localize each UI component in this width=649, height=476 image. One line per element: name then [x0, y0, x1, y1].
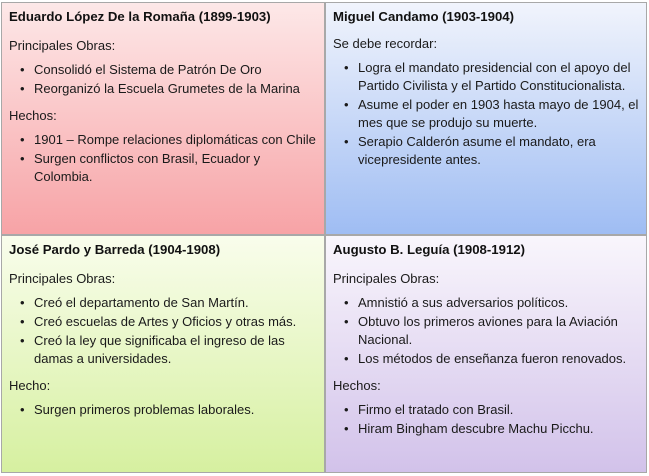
bullet-list	[326, 59, 646, 169]
list-item: • Surgen conflictos con Brasil, Ecuador y Colombia.	[2, 150, 324, 186]
list-item: • Firmo el tratado con Brasil.	[326, 401, 646, 419]
list-item: • 1901 – Rompe relaciones diplomáticas con Chile	[2, 131, 324, 149]
list-item: • Serapio Calderón asume el mandato, era vicepresidente antes.	[326, 133, 646, 169]
cell-title: José Pardo y Barreda (1904-1908)	[9, 242, 221, 257]
list-item: • Hiram Bingham descubre Machu Picchu.	[326, 420, 646, 438]
cell-title: Augusto B. Leguía (1908-1912)	[333, 242, 525, 257]
list-item: • Amnistió a sus adversarios políticos.	[326, 294, 646, 312]
bullet-list	[2, 61, 324, 98]
list-item: • Asume el poder en 1903 hasta mayo de 1904, el mes que se produjo su muerte.	[326, 96, 646, 132]
list-item: • Reorganizó la Escuela Grumetes de la Marina	[2, 80, 324, 98]
section-label: Hecho:	[9, 378, 51, 393]
list-item: • Creó la ley que significaba el ingreso de las damas a universidades.	[2, 332, 324, 368]
cell-title: Miguel Candamo (1903-1904)	[333, 9, 515, 24]
list-item: • Consolidó el Sistema de Patrón De Oro	[2, 61, 324, 79]
bullet-list	[2, 294, 324, 368]
bullet-list	[326, 401, 646, 438]
cell-pardo-y-barreda	[1, 235, 325, 473]
section-label: Principales Obras:	[9, 38, 116, 53]
list-item: • Creó escuelas de Artes y Oficios y otras más.	[2, 313, 324, 331]
section-label: Se debe recordar:	[333, 36, 438, 51]
cell-candamo	[325, 2, 647, 235]
section-label: Principales Obras:	[333, 271, 440, 286]
bullet-list	[2, 131, 324, 186]
section-label: Principales Obras:	[9, 271, 116, 286]
list-item: • Los métodos de enseñanza fueron renovados.	[326, 350, 646, 368]
list-item: • Obtuvo los primeros aviones para la Aviación Nacional.	[326, 313, 646, 349]
bullet-list	[2, 401, 324, 419]
cell-title: Eduardo López De la Romaña (1899-1903)	[9, 9, 271, 24]
bullet-list	[326, 294, 646, 368]
list-item: • Surgen primeros problemas laborales.	[2, 401, 324, 419]
cell-lopez-de-la-romana	[1, 2, 325, 235]
section-label: Hechos:	[9, 108, 57, 123]
list-item: • Logra el mandato presidencial con el apoyo del Partido Civilista y el Partido Constitucionalista.	[326, 59, 646, 95]
list-item: • Creó el departamento de San Martín.	[2, 294, 324, 312]
cell-leguia	[325, 235, 647, 473]
section-label: Hechos:	[333, 378, 381, 393]
